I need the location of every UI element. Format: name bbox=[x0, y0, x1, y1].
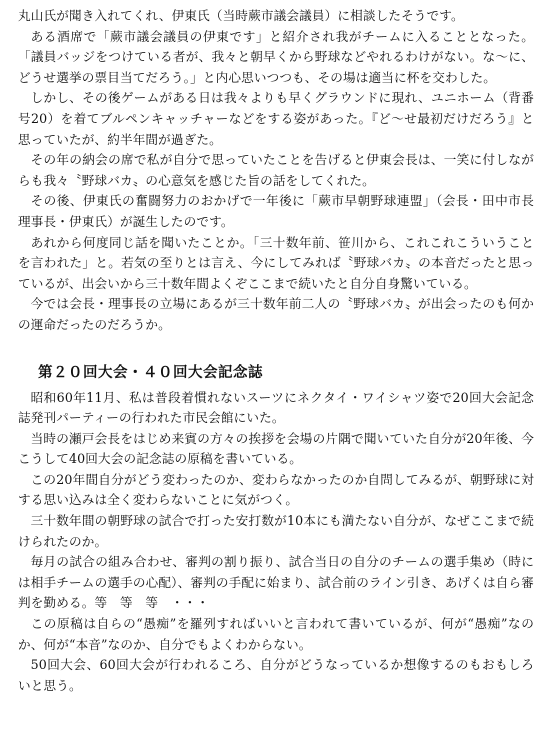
paragraph: あれから何度同じ話を聞いたことか。「三十数年前、笹川から、これこれこういうことを言われた」と。若気の至りとは言え、今にしてみれば〝野球バカ〟の本音だったと思っているが、出会いから三十数年間よくぞここまで続いたと自分自身驚いている。 bbox=[18, 234, 534, 291]
paragraph: 今では会長・理事長の立場にあるが三十数年前二人の〝野球バカ〟が出会ったのも何かの運命だったのだろうか。 bbox=[18, 296, 534, 332]
paragraph: ある酒席で「蕨市議会議員の伊東です」と紹介され我がチームに入ることとなった。「議員バッジをつけている者が、我々と朝早くから野球などやれるわけがない。な〜に、どうせ選挙の票目当てだろう。」と内心思いつつも、その場は適当に杯を交わした。 bbox=[18, 28, 534, 85]
paragraph: 当時の瀬戸会長をはじめ来賓の方々の挨拶を会場の片隅で聞いていた自分が20年後、今こうして40回大会の記念誌の原稿を書いている。 bbox=[18, 430, 534, 467]
document-page bbox=[18, 6, 547, 696]
paragraph: この20年間自分がどう変わったのか、変わらなかったのか自問してみるが、朝野球に対する思い込みは全く変わらないことに気がつく。 bbox=[18, 471, 534, 508]
paragraph: その年の納会の席で私が自分で思っていたことを告げると伊東会長は、一笑に付しながらも我々〝野球バカ〟の心意気を感じた旨の話をしてくれた。 bbox=[18, 152, 534, 188]
paragraph: この原稿は自らの“愚痴”を羅列すればいいと言われて書いているが、何が“愚痴”なのか、何が“本音”なのか、自分でもよくわからない。 bbox=[18, 616, 534, 652]
paragraph: その後、伊東氏の奮闘努力のおかげで一年後に「蕨市早朝野球連盟」（会長・田中市長 理事長・伊東氏）が誕生したのです。 bbox=[18, 193, 547, 229]
paragraph: 三十数年間の朝野球の試合で打った安打数が10本にも満たない自分が、なぜここまで続けられたのか。 bbox=[18, 513, 534, 549]
section-commemorative-book bbox=[18, 362, 534, 697]
paragraph: しかし、その後ゲームがある日は我々よりも早くグラウンドに現れ、ユニホーム（背番号20）を着てブルペンキャッチャーなどをする姿があった。『ど〜せ最初だけだろう』と思っていたが、約半年間が過ぎた。 bbox=[18, 90, 534, 147]
section-heading: 第２０回大会・４０回大会記念誌 bbox=[38, 363, 263, 381]
paragraph: 丸山氏が聞き入れてくれ、伊東氏（当時蕨市議会議員）に相談したそうです。 bbox=[18, 8, 464, 23]
paragraph: 毎月の試合の組み合わせ、審判の割り振り、試合当日の自分のチームの選手集め（時には相手チームの選手の心配）、審判の手配に始まり、試合前のライン引き、あげくは自ら審判を勤める。等 等 等 ・・・ bbox=[18, 554, 534, 611]
section-memoir bbox=[18, 6, 547, 336]
paragraph: 50回大会、60回大会が行われるころ、自分がどうなっているか想像するのもおもしろいと思う。 bbox=[18, 657, 534, 693]
paragraph: 昭和60年11月、私は普段着慣れないスーツにネクタイ・ワイシャツ姿で20回大会記念誌発刊パーティーの行われた市民会館にいた。 bbox=[18, 389, 534, 426]
